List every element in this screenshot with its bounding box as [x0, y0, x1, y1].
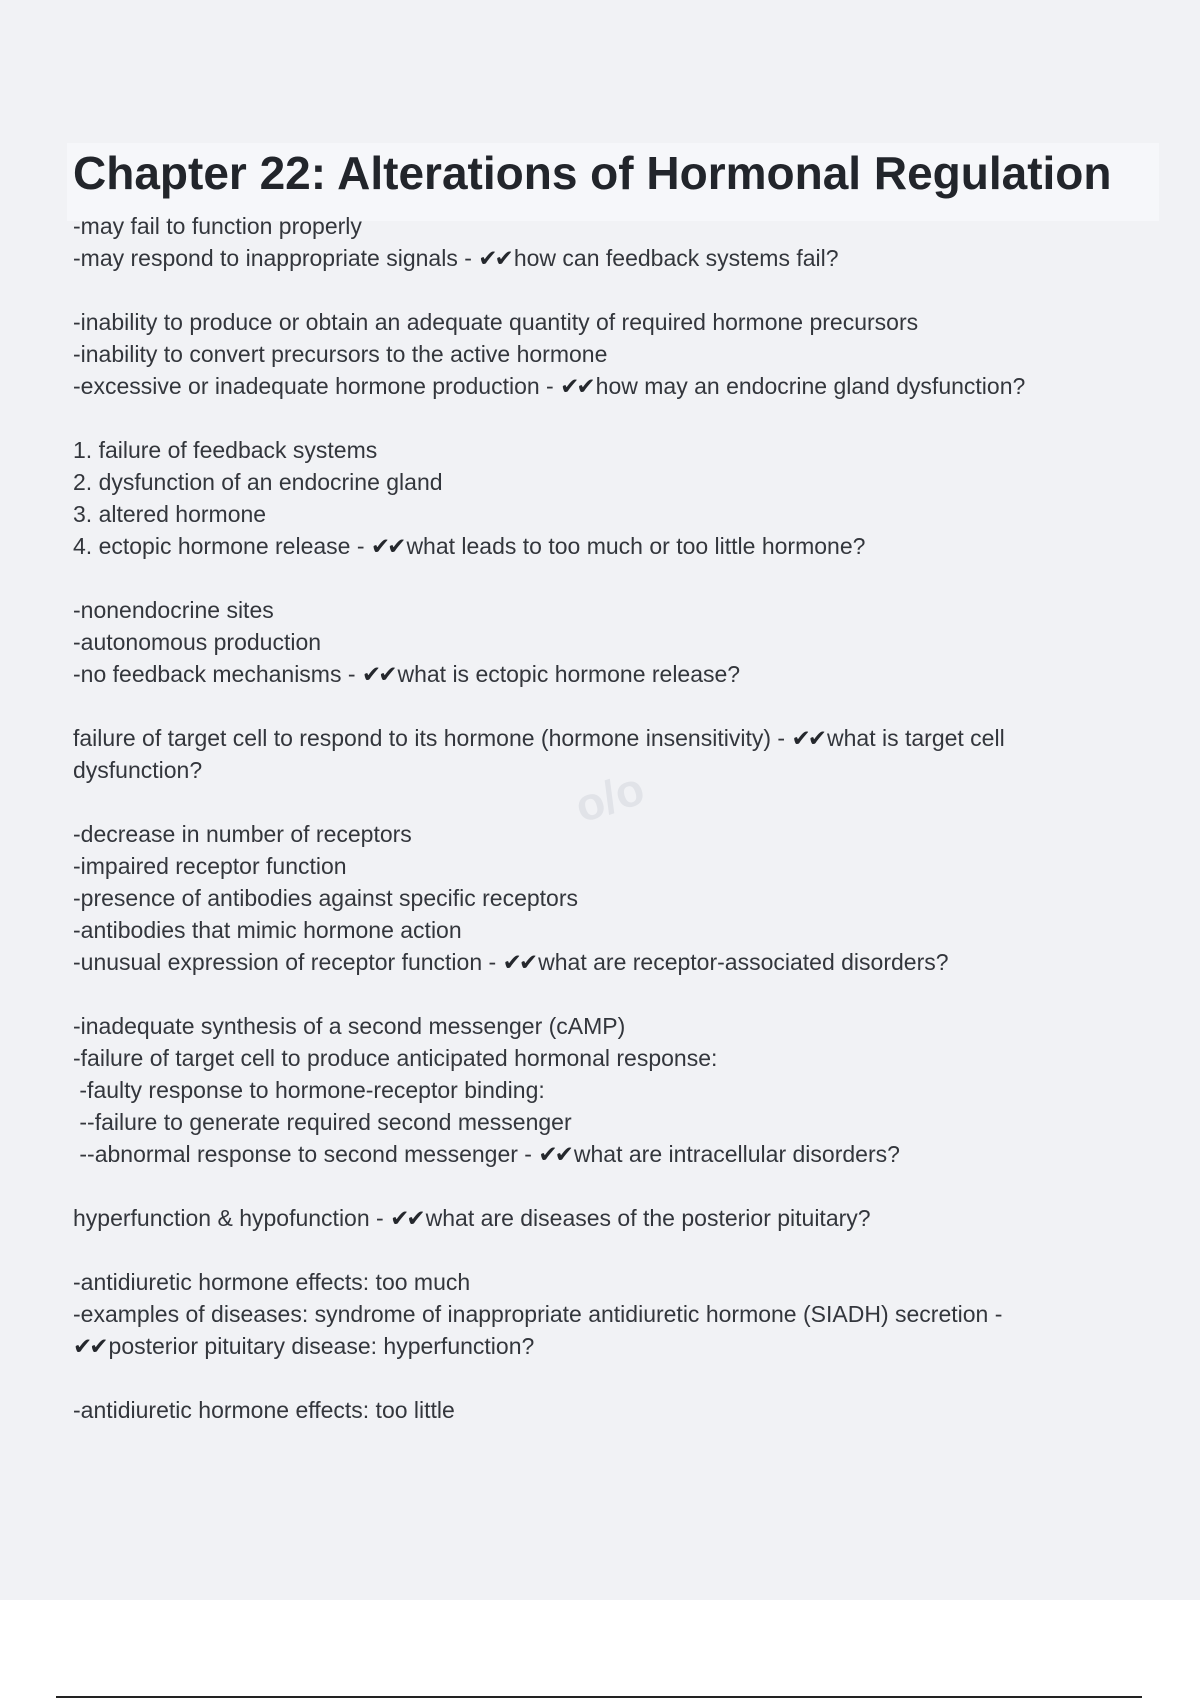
flashcard-line-with-question	[73, 1138, 1103, 1170]
flashcard-text: -faulty response to hormone-receptor binding:	[73, 1077, 545, 1103]
flashcard	[73, 1202, 1103, 1234]
flashcard-line	[73, 306, 1103, 338]
flashcard-text: -decrease in number of receptors	[73, 821, 412, 847]
flashcard-text: dysfunction?	[73, 757, 203, 783]
flashcard-text: 3. altered hormone	[73, 501, 267, 527]
flashcard-text: -inadequate synthesis of a second messenger (cAMP)	[73, 1013, 626, 1039]
flashcard-line-with-question	[73, 370, 1103, 402]
flashcard-list	[73, 210, 1103, 1458]
flashcard	[73, 818, 1103, 978]
flashcard-text: failure of target cell to respond to its hormone (hormone insensitivity)	[73, 725, 771, 751]
separator: -	[539, 373, 561, 399]
flashcard-text: hyperfunction & hypofunction	[73, 1205, 370, 1231]
flashcard-line	[73, 754, 1103, 786]
flashcard-text: -may fail to function properly	[73, 213, 362, 239]
flashcard-text: -autonomous production	[73, 629, 322, 655]
flashcard-line	[73, 626, 1103, 658]
flashcard-text: -antidiuretic hormone effects: too much	[73, 1269, 471, 1295]
double-check-icon: ✔✔	[791, 725, 824, 751]
double-check-icon: ✔✔	[370, 533, 404, 559]
flashcard	[73, 722, 1103, 786]
flashcard-text: -presence of antibodies against specific receptors	[73, 885, 579, 911]
flashcard	[73, 1010, 1103, 1170]
flashcard-line	[73, 498, 1103, 530]
flashcard-line	[73, 210, 1103, 242]
flashcard-text: -may respond to inappropriate signals	[73, 245, 458, 271]
flashcard-line	[73, 914, 1103, 946]
separator: -	[341, 661, 362, 687]
flashcard-text: -impaired receptor function	[73, 853, 347, 879]
flashcard-line	[73, 1042, 1103, 1074]
flashcard-text: 2. dysfunction of an endocrine gland	[73, 469, 443, 495]
separator: -	[369, 1205, 391, 1231]
double-check-icon: ✔✔	[502, 949, 536, 975]
flashcard-line	[73, 1074, 1103, 1106]
flashcard-line	[73, 1266, 1103, 1298]
separator: -	[457, 245, 479, 271]
flashcard-line	[73, 882, 1103, 914]
separator: -	[350, 533, 371, 559]
flashcard-line-with-question	[73, 242, 1103, 274]
footer-divider	[56, 1696, 1142, 1698]
flashcard-question: what is ectopic hormone release?	[397, 661, 741, 687]
flashcard	[73, 594, 1103, 690]
flashcard-question: what are diseases of the posterior pituitary?	[425, 1205, 871, 1231]
flashcard-question: how can feedback systems fail?	[513, 245, 839, 271]
page-title: Chapter 22: Alterations of Hormonal Regulation	[73, 147, 1112, 199]
double-check-icon: ✔✔	[361, 661, 395, 687]
flashcard-line	[73, 1106, 1103, 1138]
flashcard-line-with-question	[73, 658, 1103, 690]
flashcard-text: -antidiuretic hormone effects: too little	[73, 1397, 455, 1423]
flashcard-text: -excessive or inadequate hormone production	[73, 373, 540, 399]
double-check-icon: ✔✔	[390, 1205, 423, 1231]
flashcard-text: -unusual expression of receptor function	[73, 949, 483, 975]
flashcard-text: -failure of target cell to produce anticipated hormonal response:	[73, 1045, 718, 1071]
flashcard-line-with-question	[73, 530, 1103, 562]
flashcard-line	[73, 1394, 1103, 1426]
flashcard-text: -antibodies that mimic hormone action	[73, 917, 462, 943]
flashcard-line	[73, 466, 1103, 498]
flashcard-text: --abnormal response to second messenger	[73, 1141, 518, 1167]
flashcard-line	[73, 818, 1103, 850]
flashcard-line-with-question	[73, 1330, 1103, 1362]
flashcard-line	[73, 850, 1103, 882]
separator: -	[771, 725, 792, 751]
flashcard-line	[73, 1010, 1103, 1042]
flashcard-line	[73, 594, 1103, 626]
flashcard-line	[73, 338, 1103, 370]
separator: -	[517, 1141, 539, 1167]
flashcard-question: what are intracellular disorders?	[573, 1141, 900, 1167]
flashcard	[73, 210, 1103, 274]
flashcard	[73, 1394, 1103, 1426]
separator: -	[482, 949, 503, 975]
flashcard-question: what is target cell	[827, 725, 1005, 751]
flashcard	[73, 1266, 1103, 1362]
flashcard-line	[73, 434, 1103, 466]
flashcard-text: 4. ectopic hormone release	[73, 533, 351, 559]
flashcard-line-with-question	[73, 946, 1103, 978]
flashcard-text: 1. failure of feedback systems	[73, 437, 378, 463]
double-check-icon: ✔✔	[538, 1141, 571, 1167]
flashcard-line-with-question	[73, 1202, 1103, 1234]
flashcard	[73, 434, 1103, 562]
double-check-icon: ✔✔	[560, 373, 593, 399]
flashcard-question: what are receptor-associated disorders?	[538, 949, 949, 975]
flashcard-question: posterior pituitary disease: hyperfunction?	[108, 1333, 535, 1359]
flashcard-text: -examples of diseases: syndrome of inappropriate antidiuretic hormone (SIADH) secretion -	[73, 1301, 1003, 1327]
double-check-icon: ✔✔	[478, 245, 511, 271]
flashcard-text: -nonendocrine sites	[73, 597, 274, 623]
watermark-logo: o/o	[568, 761, 651, 833]
flashcard-text: -no feedback mechanisms	[73, 661, 342, 687]
flashcard-line-with-question	[73, 722, 1103, 754]
flashcard-question: what leads to too much or too little hormone?	[406, 533, 866, 559]
flashcard-text: -inability to produce or obtain an adequate quantity of required hormone precursors	[73, 309, 919, 335]
flashcard	[73, 306, 1103, 402]
flashcard-question: how may an endocrine gland dysfunction?	[595, 373, 1026, 399]
flashcard-text: --failure to generate required second messenger	[73, 1109, 572, 1135]
flashcard-line	[73, 1298, 1103, 1330]
double-check-icon: ✔✔	[73, 1333, 106, 1359]
flashcard-text: -inability to convert precursors to the active hormone	[73, 341, 608, 367]
